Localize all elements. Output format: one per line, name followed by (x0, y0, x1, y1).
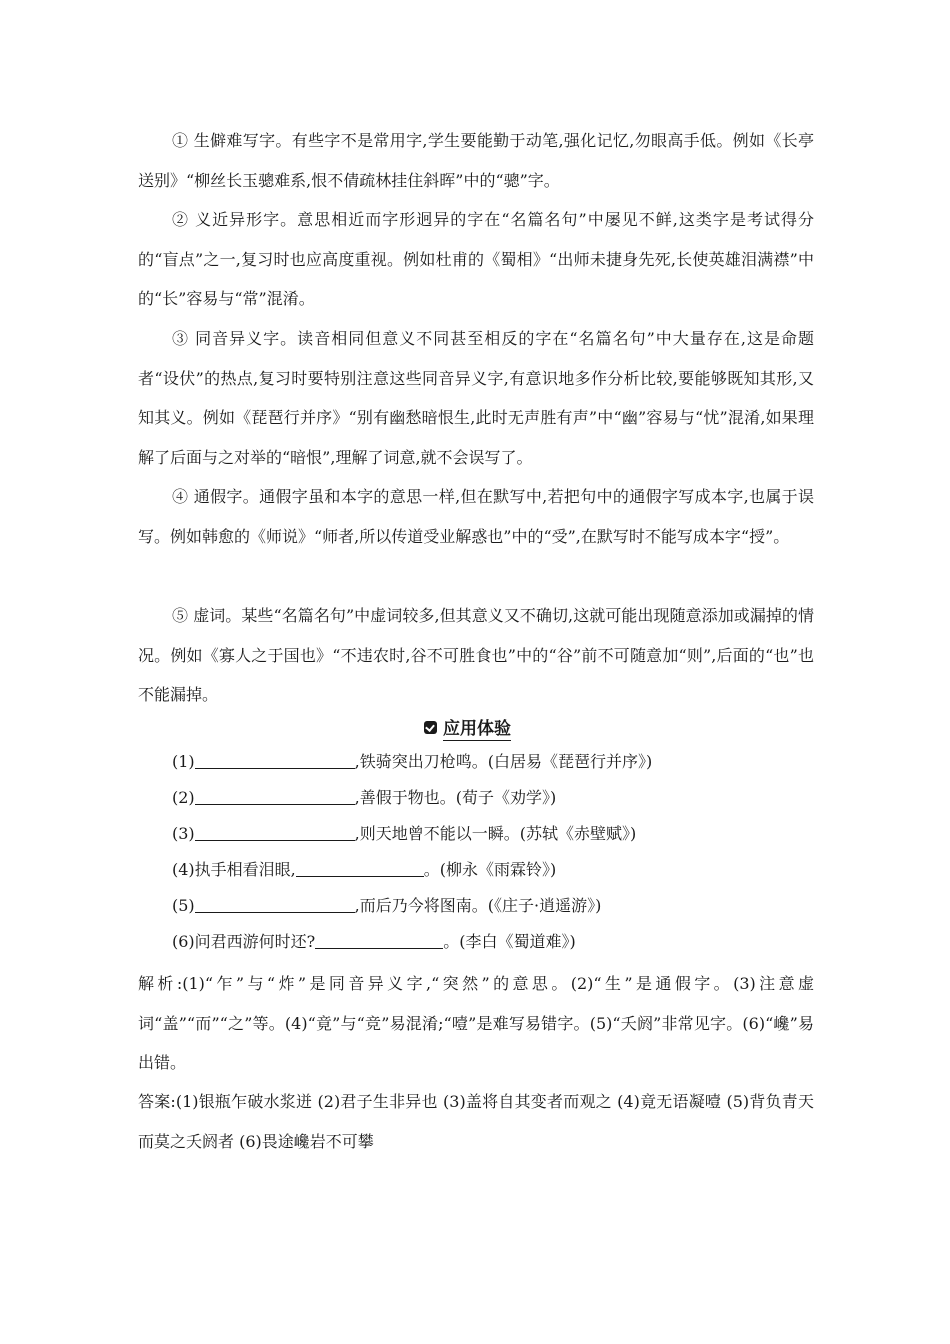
question-4-prefix: (4)执手相看泪眼, (172, 860, 296, 879)
answer-text: 答案:(1)银瓶乍破水浆迸 (2)君子生非异也 (3)盖将自其变者而观之 (4)竟无语凝噎 (5)背负青天而莫之夭阏者 (6)畏途巉岩不可攀 (138, 1092, 814, 1151)
question-2-prefix: (2) (172, 788, 195, 807)
answer-blank-2[interactable] (195, 788, 355, 805)
question-5-suffix: ,而后乃今将图南。(《庄子·逍遥游》) (354, 896, 602, 915)
answer-blank-1[interactable] (195, 752, 355, 769)
question-6 (172, 930, 576, 954)
question-5 (172, 894, 601, 918)
analysis-text: 解析:(1)“乍”与“炸”是同音异义字,“突然”的意思。(2)“生”是通假字。(3)注意虚词“盖”“而”“之”等。(4)“竟”与“竞”易混淆;“噎”是难写易错字。(5)“夭阏”非常见字。(6)“巉”易出错。 (138, 974, 814, 1072)
question-5-prefix: (5) (172, 896, 195, 915)
section-title: 应用体验 (443, 714, 511, 741)
answer-blank-4[interactable] (296, 860, 424, 877)
question-2-suffix: ,善假于物也。(荀子《劝学》) (354, 788, 557, 807)
question-2 (172, 786, 556, 810)
paragraph-function-words: ⑤ 虚词。某些“名篇名句”中虚词较多,但其意义又不确切,这就可能出现随意添加或漏掉的情况。例如《寡人之于国也》“不违农时,谷不可胜食也”中的“谷”前不可随意加“则”,后面的“也”也不能漏掉。 (138, 606, 814, 704)
question-4 (172, 858, 556, 882)
section-heading (424, 714, 511, 740)
question-3-suffix: ,则天地曾不能以一瞬。(苏轼《赤壁赋》) (354, 824, 637, 843)
question-3 (172, 822, 636, 846)
question-6-suffix: 。(李白《蜀道难》) (443, 932, 576, 951)
paragraph-rare-characters: ① 生僻难写字。有些字不是常用字,学生要能勤于动笔,强化记忆,勿眼高手低。例如《长亭送别》“柳丝长玉骢难系,恨不倩疏林挂住斜晖”中的“骢”字。 (138, 131, 814, 190)
paragraph-homophones: ③ 同音异义字。读音相同但意义不同甚至相反的字在“名篇名句”中大量存在,这是命题者“设伏”的热点,复习时要特别注意这些同音异义字,有意识地多作分析比较,要能够既知其形,又知其义。例如《琵琶行并序》“别有幽愁暗恨生,此时无声胜有声”中“幽”容易与“忧”混淆,如果理解了后面与之对举的“暗恨”,理解了词意,就不会误写了。 (138, 329, 814, 467)
answer-blank-5[interactable] (195, 896, 355, 913)
answer-blank-3[interactable] (195, 824, 355, 841)
question-1 (172, 750, 652, 774)
question-4-suffix: 。(柳永《雨霖铃》) (423, 860, 557, 879)
question-3-prefix: (3) (172, 824, 195, 843)
paragraph-interchangeable: ④ 通假字。通假字虽和本字的意思一样,但在默写中,若把句中的通假字写成本字,也属于误写。例如韩愈的《师说》“师者,所以传道受业解惑也”中的“受”,在默写时不能写成本字“授”。 (138, 487, 814, 546)
checkbox-icon (424, 721, 437, 734)
question-1-prefix: (1) (172, 752, 195, 771)
question-1-suffix: ,铁骑突出刀枪鸣。(白居易《琵琶行并序》) (354, 752, 653, 771)
question-6-prefix: (6)问君西游何时还? (172, 932, 316, 951)
answer-blank-6[interactable] (315, 932, 443, 949)
paragraph-similar-meaning: ② 义近异形字。意思相近而字形迥异的字在“名篇名句”中屡见不鲜,这类字是考试得分的“盲点”之一,复习时也应高度重视。例如杜甫的《蜀相》“出师未捷身先死,长使英雄泪满襟”中的“长”容易与“常”混淆。 (138, 210, 814, 308)
